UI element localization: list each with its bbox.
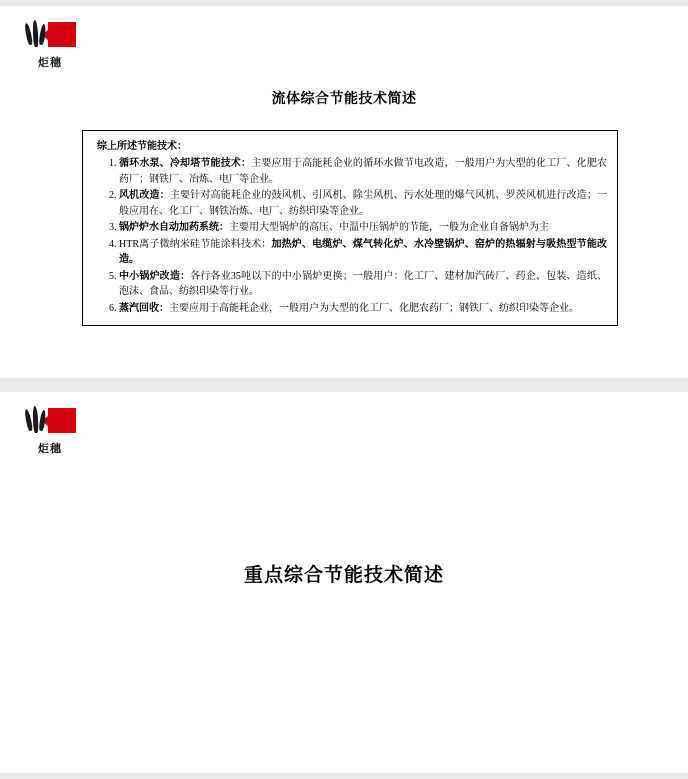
- list-item-desc: 各行各业35吨以下的中小锅炉更换；一般用户：化工厂、建材加汽砖厂、药企、包装、造纸、泡沫、食品、纺织印染等行业。: [119, 270, 608, 297]
- list-item-term: 中小锅炉改造：: [119, 270, 191, 282]
- flame-icon: [24, 20, 50, 50]
- list-item: [119, 301, 607, 317]
- list-item: [119, 237, 607, 268]
- box-lead-text: 综上所述节能技术：: [97, 141, 187, 152]
- logo-red-block: [48, 408, 76, 433]
- flame-logo-icon: [22, 20, 78, 52]
- technology-list: [93, 156, 607, 316]
- logo-red-block: [48, 22, 76, 47]
- list-item-desc: 加热炉、电缆炉、煤气转化炉、水冷壁锅炉、窑炉的热辐射与吸热型节能改造。: [119, 238, 608, 265]
- company-logo: [22, 406, 80, 458]
- list-item-desc: 主要应用于高能耗企业，一般用户为大型的化工厂、化肥农药厂；钢铁厂、纺织印染等企业。: [169, 302, 579, 314]
- logo-label: 炬穗: [38, 56, 62, 69]
- company-logo: [22, 20, 80, 72]
- flame-icon: [24, 406, 50, 436]
- list-item-term: 蒸汽回收：: [119, 302, 169, 314]
- list-item-term: 锅炉炉水自动加药系统：: [119, 222, 229, 233]
- list-item-desc: 主要用大型锅炉的高压、中温中压锅炉的节能，一般为企业自备锅炉为主: [229, 222, 549, 233]
- content-box: [82, 130, 618, 326]
- slide-1: [0, 6, 688, 378]
- list-item: [119, 156, 607, 187]
- flame-logo-icon: [22, 406, 78, 438]
- slide-2-title: 重点综合节能技术简述: [243, 565, 444, 586]
- list-item: [119, 188, 607, 219]
- list-item: [119, 220, 607, 236]
- list-item-term: HTR离子微纳米硅节能涂料技术：: [119, 238, 272, 250]
- list-item: [119, 269, 607, 300]
- list-item-desc: 主要应用于高能耗企业的循环水做节电改造，一般用户为大型的化工厂、化肥农药厂；钢铁厂、冶炼、电厂等企业。: [119, 158, 608, 185]
- slide-1-title: 流体综合节能技术简述: [271, 92, 417, 107]
- list-item-term: 循环水泵、冷却塔节能技术：: [119, 158, 252, 169]
- slide-2: [0, 392, 688, 773]
- logo-label: 炬穗: [38, 442, 62, 455]
- list-item-term: 风机改造：: [119, 190, 170, 201]
- list-item-desc: 主要针对高能耗企业的鼓风机、引风机、除尘风机、污水处理的爆气风机、罗茨风机进行改造；一般应用在、化工厂、钢铁冶炼、电厂、纺织印染等企业。: [119, 190, 608, 217]
